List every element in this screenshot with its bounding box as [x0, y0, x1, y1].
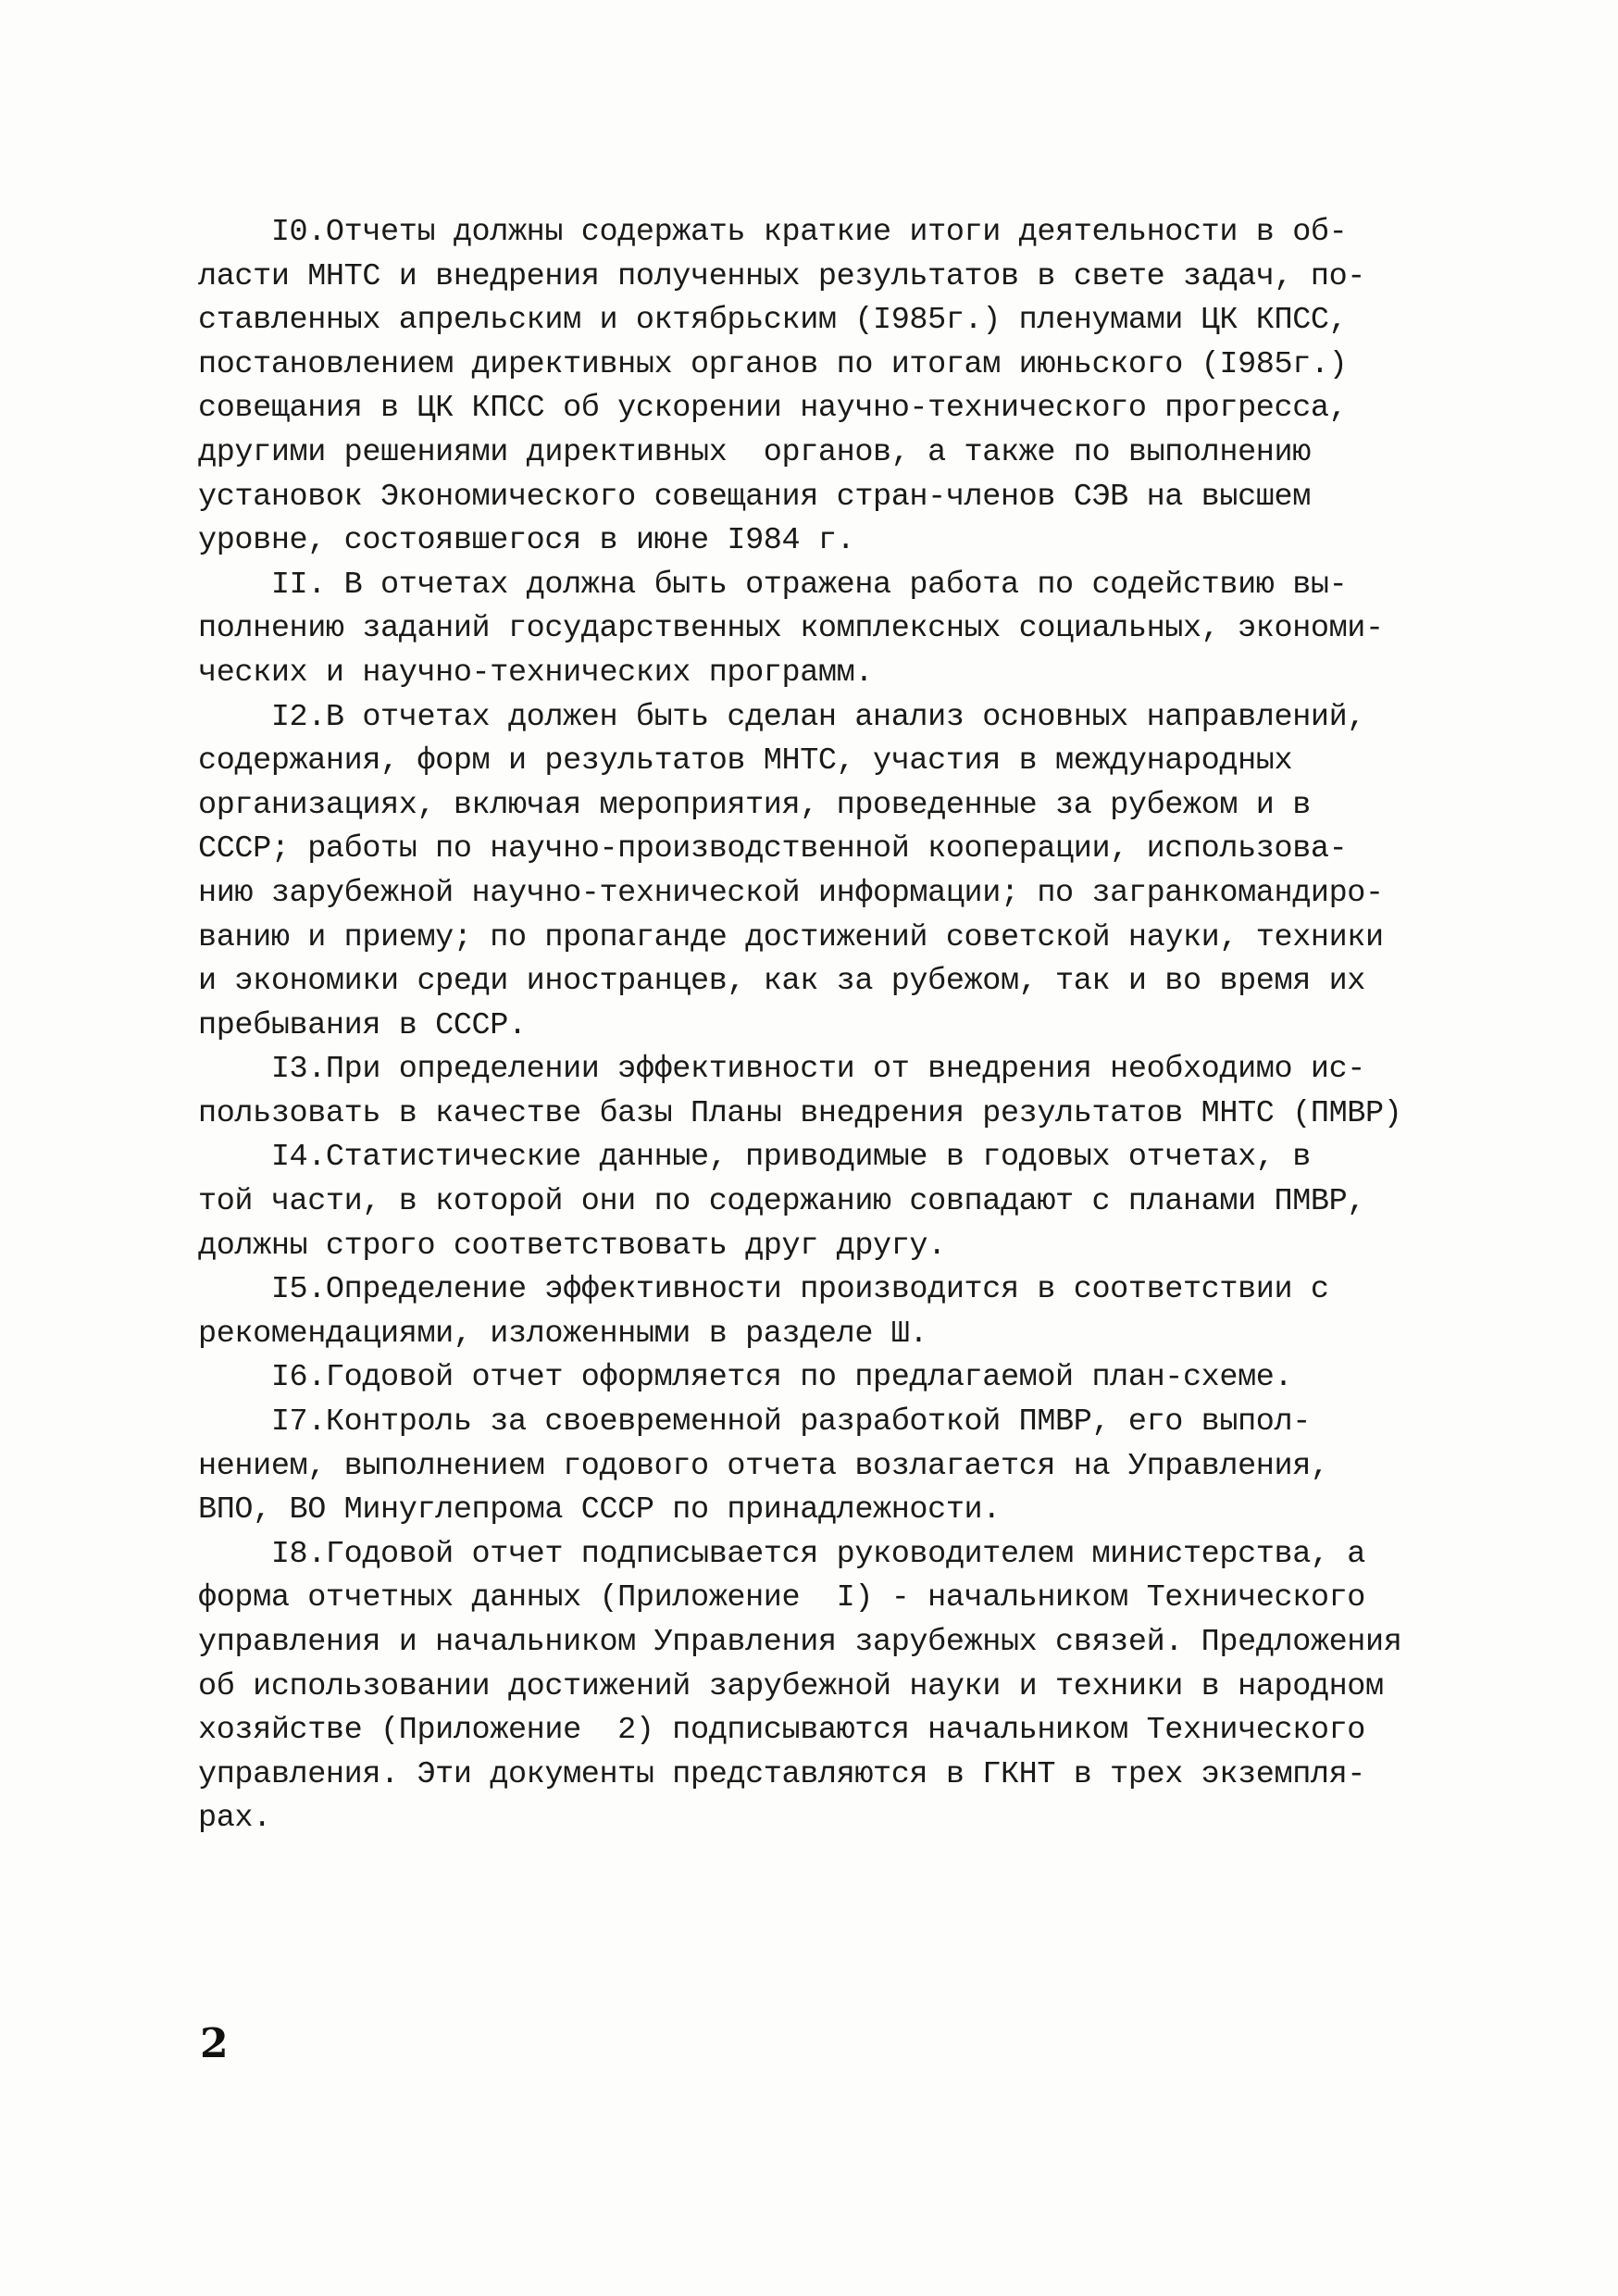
paragraph-12 [198, 696, 1401, 1049]
text-line: ВПО, ВО Минуглепрома СССР по принадлежности. [198, 1492, 1001, 1529]
text-line: I4.Статистические данные, приводимые в годовых отчетах, в [198, 1140, 1311, 1176]
text-line: хозяйстве (Приложение 2) подписываются начальником Технического [198, 1713, 1366, 1749]
text-line: другими решениями директивных органов, а также по выполнению [198, 434, 1311, 470]
text-line: СССР; работы по научно-производственной кооперации, использова- [198, 831, 1348, 867]
paragraph-11 [198, 564, 1401, 696]
text-line: I8.Годовой отчет подписывается руководителем министерства, а [198, 1536, 1366, 1572]
paragraph-13 [198, 1048, 1401, 1136]
text-line: управления и начальником Управления зарубежных связей. Предложения [198, 1625, 1402, 1660]
text-line: I5.Определение эффективности производится в соответствии с [198, 1272, 1329, 1308]
text-line: постановлением директивных органов по итогам июньского (I985г.) [198, 346, 1348, 382]
text-line: I3.При определении эффективности от внедрения необходимо ис- [198, 1052, 1366, 1088]
text-line: I0.Отчеты должны содержать краткие итоги деятельности в об- [198, 215, 1348, 250]
text-line: об использовании достижений зарубежной науки и техники в народном [198, 1668, 1384, 1704]
text-line: организациях, включая мероприятия, проведенные за рубежом и в [198, 787, 1311, 823]
text-line: ласти МНТС и внедрения полученных результатов в свете задач, по- [198, 258, 1366, 294]
text-line: совещания в ЦК КПСС об ускорении научно-технического прогресса, [198, 391, 1348, 427]
text-line: I7.Контроль за своевременной разработкой ПМВР, его выпол- [198, 1404, 1311, 1441]
text-line: и экономики среди иностранцев, как за рубежом, так и во время их [198, 964, 1366, 1000]
text-line: пребывания в СССР. [198, 1007, 527, 1043]
text-line: I6.Годовой отчет оформляется по предлагаемой план-схеме. [198, 1360, 1293, 1396]
text-line: ставленных апрельским и октябрьским (I985г.) пленумами ЦК КПСС, [198, 303, 1348, 339]
page-number: 2 [200, 2020, 229, 2067]
text-line: должны строго соответствовать друг другу. [198, 1228, 946, 1264]
text-line: пользовать в качестве базы Планы внедрения результатов МНТС (ПМВР) [198, 1095, 1402, 1131]
paragraph-10 [198, 211, 1401, 564]
text-line: рах. [198, 1801, 271, 1837]
text-line: установок Экономического совещания стран-членов СЭВ на высшем [198, 479, 1311, 515]
text-line: уровне, состоявшегося в июне I984 г. [198, 523, 855, 559]
text-line: II. В отчетах должна быть отражена работа по содействию вы- [198, 567, 1348, 603]
text-line: ванию и приему; по пропаганде достижений советской науки, техники [198, 919, 1384, 955]
text-line: управления. Эти документы представляются в ГКНТ в трех экземпля- [198, 1756, 1366, 1792]
paragraph-18 [198, 1533, 1401, 1841]
text-line: рекомендациями, изложенными в разделе Ш. [198, 1316, 928, 1352]
paragraph-15 [198, 1268, 1401, 1356]
text-line: той части, в которой они по содержанию совпадают с планами ПМВР, [198, 1184, 1366, 1220]
text-line: форма отчетных данных (Приложение I) - начальником Технического [198, 1580, 1366, 1616]
document-body [198, 211, 1401, 1841]
paragraph-14 [198, 1136, 1401, 1268]
text-line: нию зарубежной научно-технической информации; по загранкомандиро- [198, 875, 1384, 911]
paragraph-16 [198, 1356, 1401, 1401]
paragraph-17 [198, 1401, 1401, 1533]
text-line: ческих и научно-технических программ. [198, 655, 874, 691]
text-line: нением, выполнением годового отчета возлагается на Управления, [198, 1448, 1329, 1484]
text-line: полнению заданий государственных комплексных социальных, экономи- [198, 611, 1384, 647]
text-line: I2.В отчетах должен быть сделан анализ основных направлений, [198, 699, 1366, 735]
text-line: содержания, форм и результатов МНТС, участия в международных [198, 743, 1293, 780]
